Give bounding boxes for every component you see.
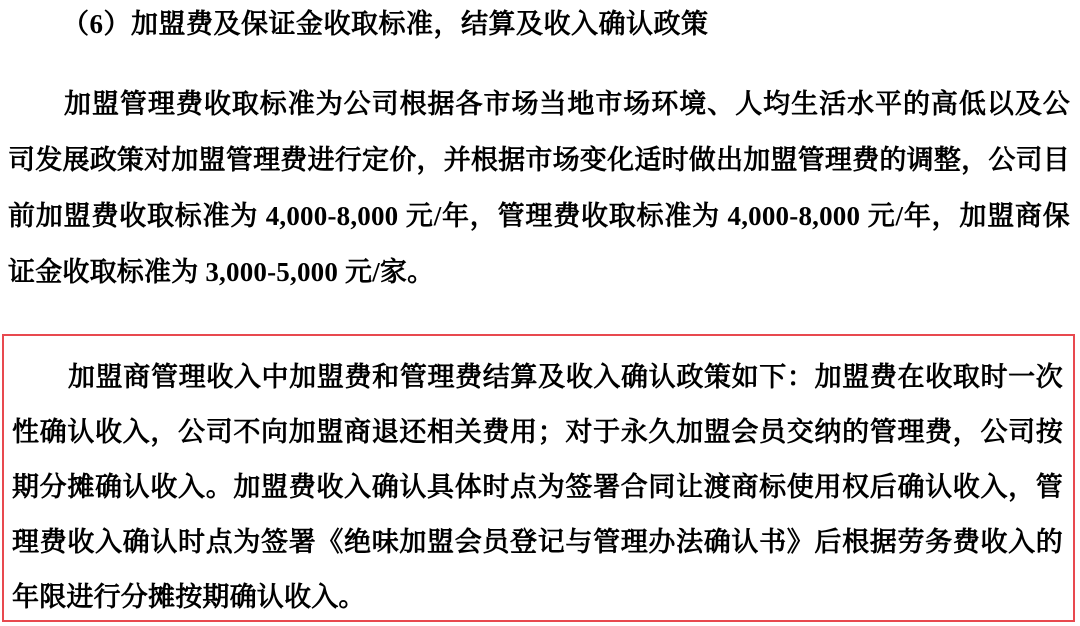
highlighted-callout-box (2, 334, 1075, 622)
body-text-block (8, 76, 1070, 300)
paragraph-revenue-recognition-policy: 加盟商管理收入中加盟费和管理费结算及收入确认政策如下：加盟费在收取时一次性确认收入，公司不向加盟商退还相关费用；对于永久加盟会员交纳的管理费，公司按期分摊确认收入。加盟费收入确认具体时点为签署合同让渡商标使用权后确认收入，管理费收入确认时点为签署《绝味加盟会员登记与管理办法确认书》后根据劳务费收入的年限进行分摊按期确认收入。 (12, 362, 1063, 612)
paragraph-fee-standards: 加盟管理费收取标准为公司根据各市场当地市场环境、人均生活水平的高低以及公司发展政策对加盟管理费进行定价，并根据市场变化适时做出加盟管理费的调整，公司目前加盟费收取标准为 4,000-8,000 元/年，管理费收取标准为 4,000-8,000 元/年，加盟商保证金收取标准为 3,000-5,000 元/家。 (8, 89, 1070, 287)
section-heading: （6）加盟费及保证金收取标准，结算及收入确认政策 (62, 9, 709, 39)
